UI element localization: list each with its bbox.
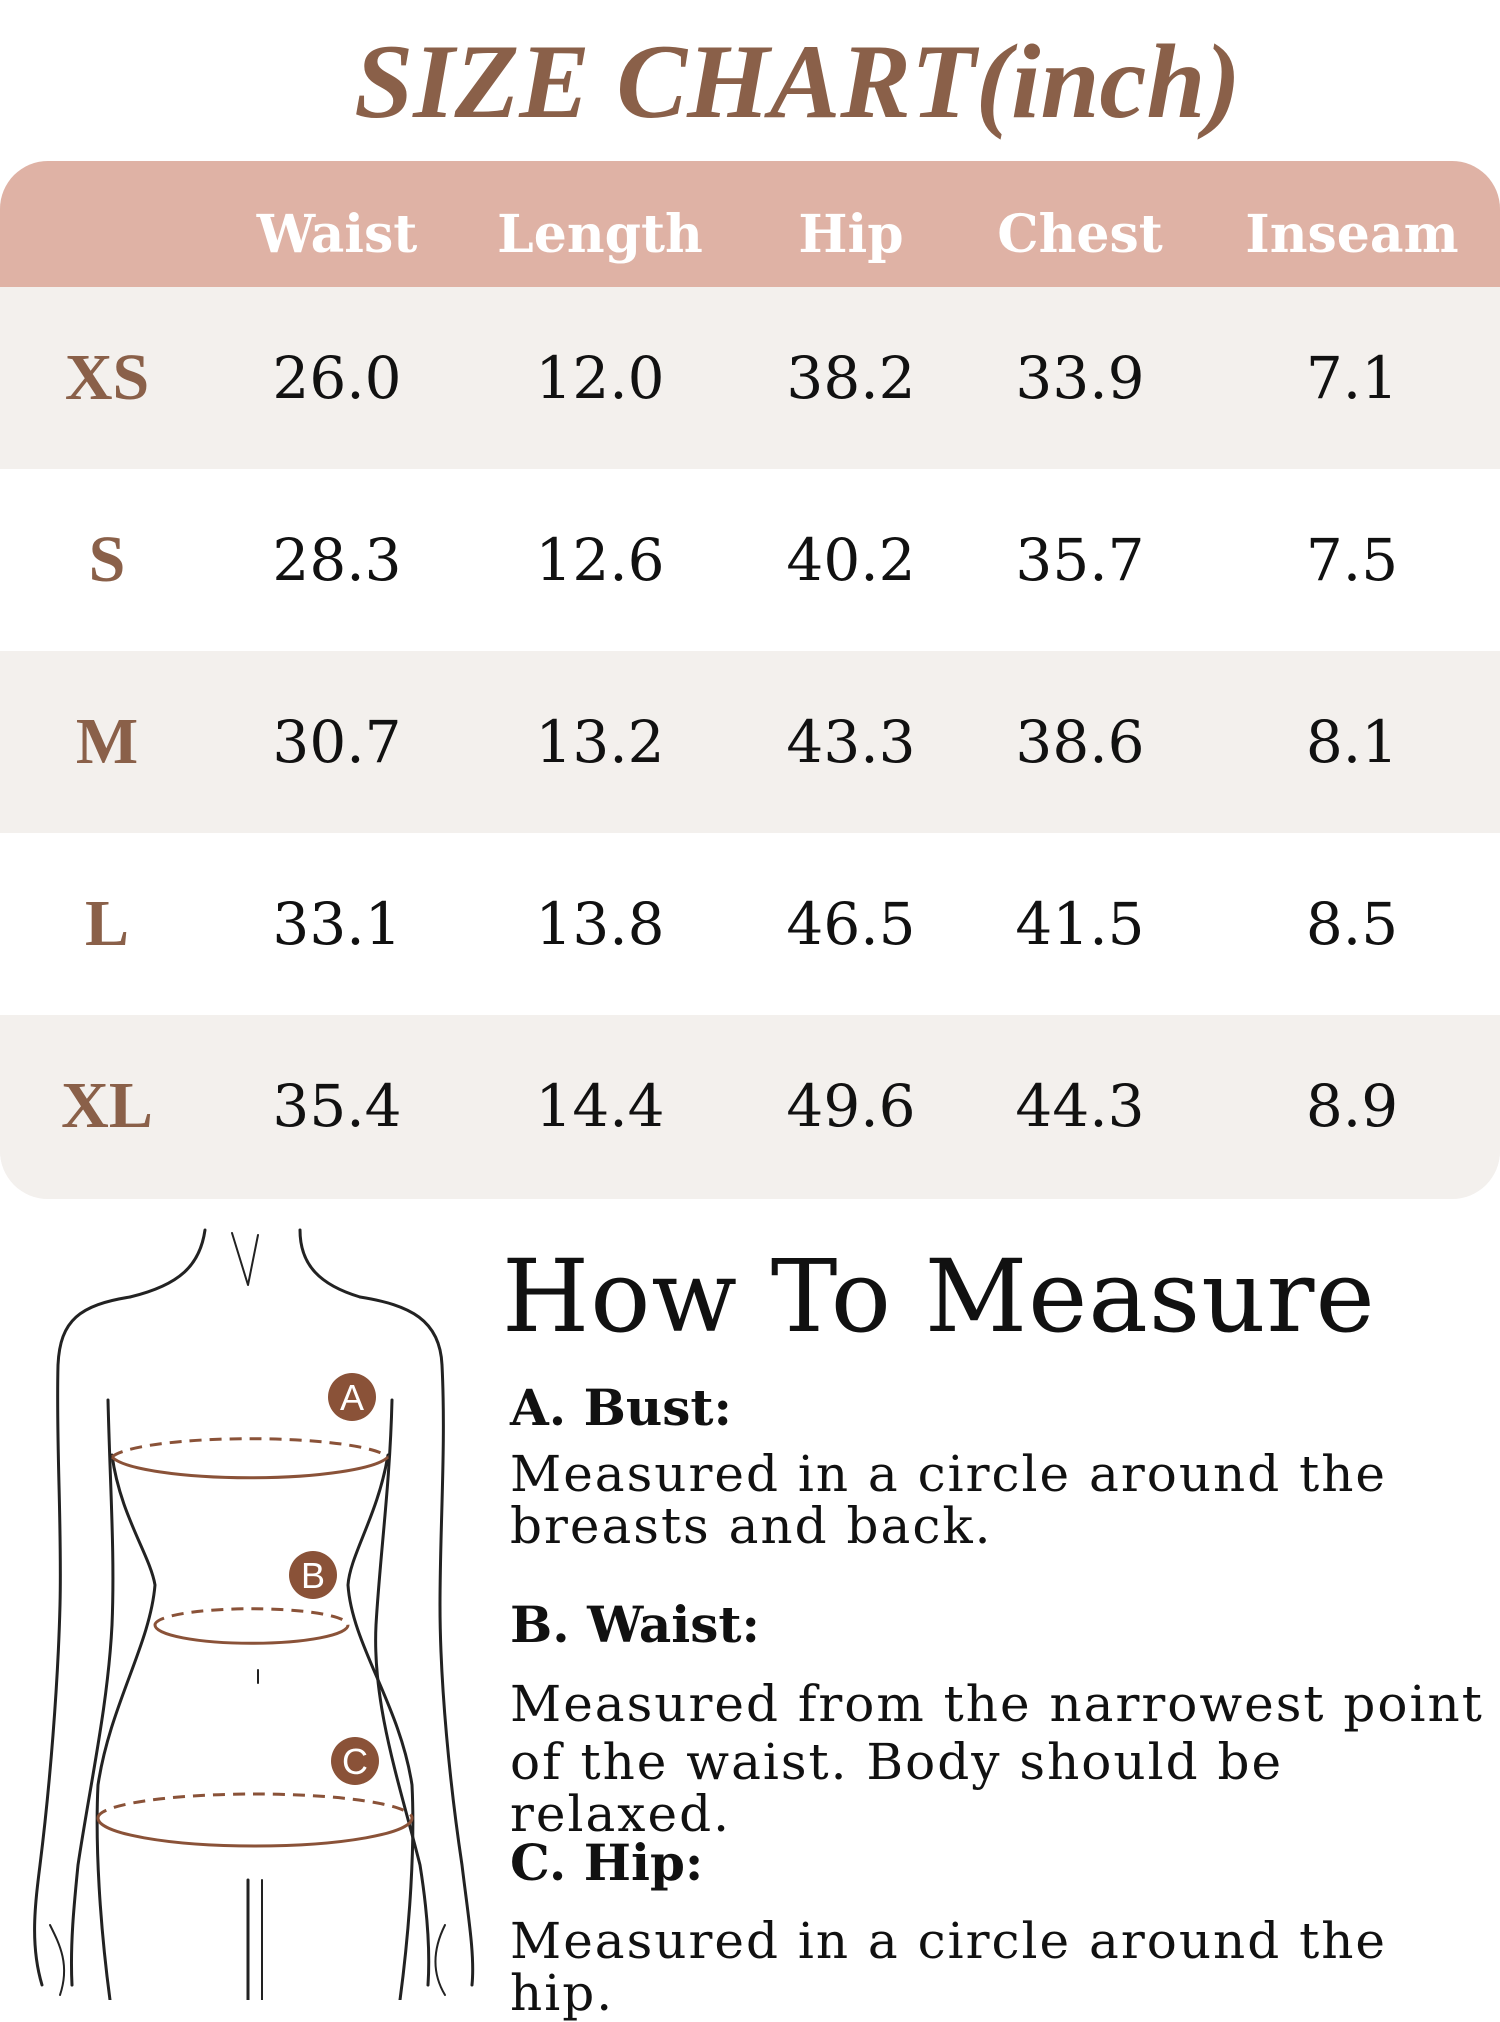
chest-value: 33.9 [1015,344,1145,412]
bust-description-line-2: breasts and back. [510,1497,993,1555]
header-length: Length [497,204,703,265]
left-arm-outline [35,1297,130,1985]
hip-value: 38.2 [786,344,916,412]
size-table [0,161,1500,1199]
size-label: XL [61,1069,153,1142]
hip-value: 40.2 [786,526,916,594]
inseam-value: 7.1 [1305,344,1399,412]
table-row [0,287,1500,469]
table-row [0,651,1500,833]
chest-value: 44.3 [1015,1072,1145,1140]
table-header-row [0,161,1500,287]
marker-c [331,1737,379,1785]
header-hip: Hip [798,204,904,265]
table-row [0,1015,1500,1197]
hip-value: 46.5 [786,890,916,958]
marker-a [328,1373,376,1421]
torso-left [97,1455,155,2000]
length-value: 12.0 [535,344,665,412]
svg-text:C: C [342,1741,368,1782]
body-measurement-figure [0,1225,500,2000]
length-value: 13.2 [535,708,665,776]
hip-label: C. Hip: [510,1833,704,1892]
header-waist: Waist [256,204,418,265]
header-chest: Chest [997,204,1163,265]
waist-description-line-2: of the waist. Body should be relaxed. [510,1733,1284,1843]
hip-back-line [98,1794,412,1818]
waist-description-line-1: Measured from the narrowest point [510,1675,1484,1733]
waist-value: 35.4 [272,1072,402,1140]
size-chart-title: SIZE CHART(inch) [354,23,1241,140]
left-arm-inner [71,1400,112,1985]
size-label: L [84,887,130,960]
hip-front-line [98,1818,412,1846]
neck-right-line [300,1230,360,1297]
bust-label: A. Bust: [510,1378,732,1437]
waist-value: 28.3 [272,526,402,594]
chest-value: 35.7 [1015,526,1145,594]
how-to-measure-title: How To Measure [502,1238,1376,1355]
waist-value: 30.7 [272,708,402,776]
size-label: M [75,705,139,778]
length-value: 14.4 [535,1072,665,1140]
table-row [0,469,1500,651]
chest-value: 38.6 [1015,708,1145,776]
hip-description-line-1: Measured in a circle around the hip. [510,1912,1388,2022]
svg-text:B: B [300,1555,326,1596]
waist-value: 26.0 [272,344,402,412]
chest-value: 41.5 [1015,890,1145,958]
neck-left-line [130,1230,205,1297]
size-label: XS [64,341,150,414]
inseam-value: 8.5 [1305,890,1399,958]
header-inseam: Inseam [1245,204,1459,265]
inseam-value: 7.5 [1305,526,1399,594]
bust-description-line-1: Measured in a circle around the [510,1445,1388,1503]
size-label: S [88,523,126,596]
waist-back-line [155,1609,348,1625]
waist-value: 33.1 [272,890,402,958]
bust-front-line [112,1457,388,1478]
waist-front-line [155,1625,348,1643]
inseam-value: 8.1 [1305,708,1399,776]
svg-text:A: A [339,1377,365,1418]
inseam-value: 8.9 [1305,1072,1399,1140]
bust-back-line [112,1439,388,1457]
marker-b [289,1551,337,1599]
hip-value: 49.6 [786,1072,916,1140]
length-value: 12.6 [535,526,665,594]
length-value: 13.8 [535,890,665,958]
waist-label: B. Waist: [510,1595,760,1654]
hip-value: 43.3 [786,708,916,776]
torso-right [348,1455,413,2000]
table-row [0,833,1500,1015]
